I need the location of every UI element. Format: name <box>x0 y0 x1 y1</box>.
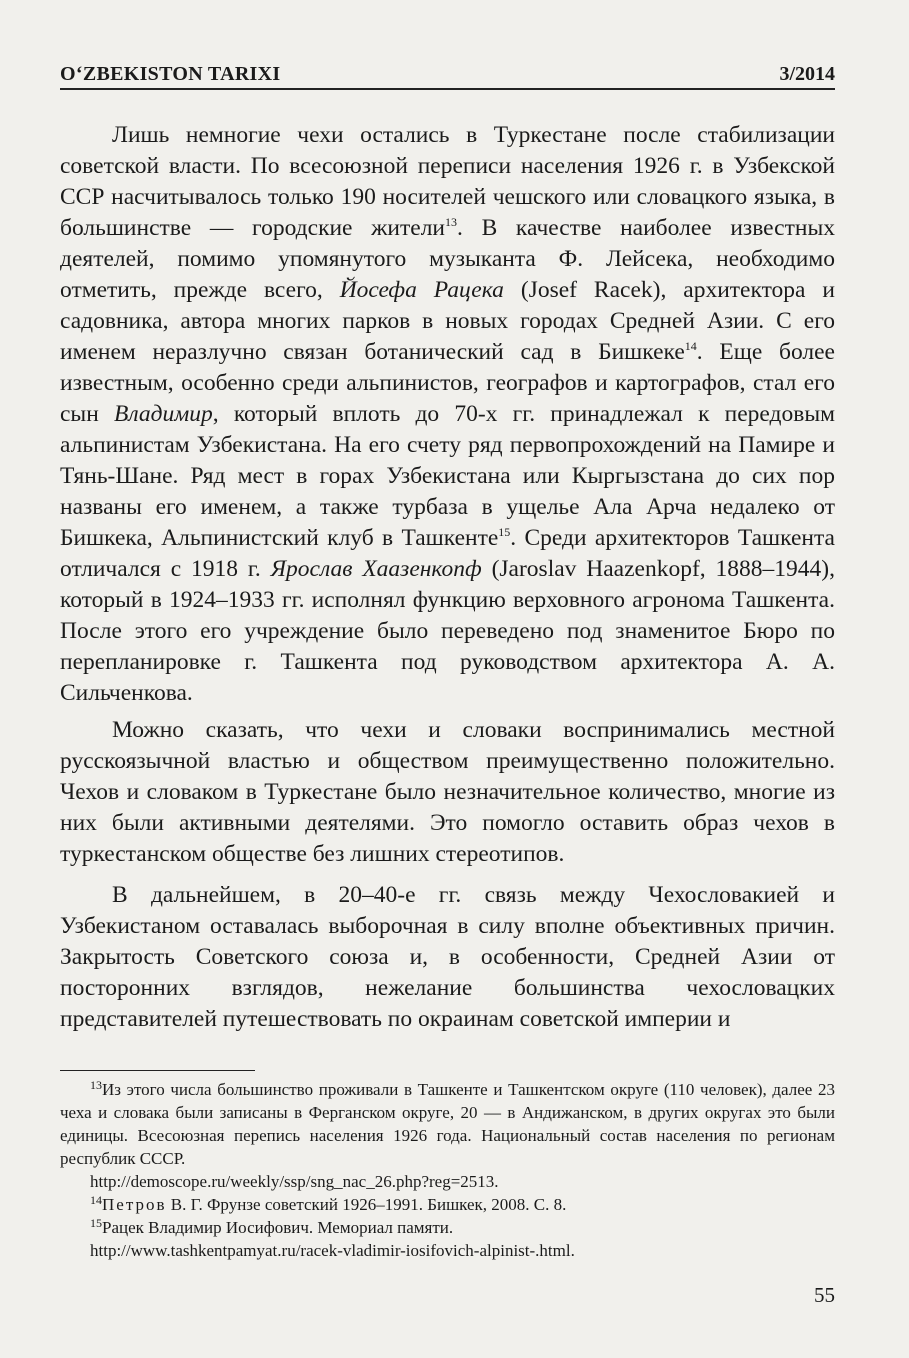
p1-text-2: . В качестве наиболее известных деятелей, помимо упомянутого музыканта Ф. Лейсека, необходимо отметить, прежде всего, <box>60 215 835 303</box>
footnote-separator <box>60 1070 255 1071</box>
footnote-15-number: 15 <box>90 1216 102 1230</box>
footnote-14-number: 14 <box>90 1193 102 1207</box>
footnote-13-number: 13 <box>90 1078 102 1092</box>
footnote-14 <box>60 1193 835 1216</box>
p1-text-7: (Jaroslav Haazenkopf, 1888–1944), который в 1924–1933 гг. исполнял функцию верховного агронома Ташкента. После этого его учреждение было переведено под знаменитое Бюро по перепланировке г. Ташкента под руководством архитектора А. А. Сильченкова. <box>60 556 835 706</box>
footnote-15-link[interactable]: http://www.tashkentpamyat.ru/racek-vladimir-iosifovich-alpinist-.html. <box>90 1241 575 1260</box>
footnote-13-link[interactable]: http://demoscope.ru/weekly/ssp/sng_nac_26.php?reg=2513. <box>90 1172 499 1191</box>
running-header <box>60 58 835 90</box>
footnote-14-text: В. Г. Фрунзе советский 1926–1991. Бишкек, 2008. С. 8. <box>166 1195 567 1214</box>
paragraph-2: Можно сказать, что чехи и словаки воспринимались местной русскоязычной властью и обществом преимущественно положительно. Чехов и словаком в Туркестане было незначительное количество, многие из них были активными деятелями. Это помогло оставить образ чехов в туркестанском обществе без лишних стереотипов. <box>60 717 835 867</box>
footnote-13 <box>60 1078 835 1193</box>
paragraph-3: В дальнейшем, в 20–40-е гг. связь между Чехословакией и Узбекистаном оставалась выборочная в силу вполне объективных причин. Закрытость Советского союза и, в особенности, Средней Азии от посторонних взглядов, нежелание большинства чехословацких представителей путешествовать по окраинам советской империи и <box>60 882 835 1032</box>
footnotes <box>60 1078 835 1262</box>
name-jaroslav-haazenkopf: Ярослав Хаазенкопф <box>270 556 482 582</box>
p1-text-1: Лишь немногие чехи остались в Туркестане после стабилизации советской власти. По всесоюзной переписи населения 1926 г. в Узбекской ССР насчитывалось только 190 носителей чешского или словацкого языка, в большинстве — городские жители <box>60 122 835 241</box>
footnote-15-text: Рацек Владимир Иосифович. Мемориал памяти. <box>102 1218 454 1237</box>
footnote-ref-15[interactable]: 15 <box>498 525 511 539</box>
article-body <box>60 120 835 1045</box>
footnote-14-author: Петров <box>102 1195 167 1214</box>
name-vladimir: Владимир <box>113 401 213 427</box>
p1-text-4: . Еще более известным, особенно среди альпинистов, географов и картографов, стал его сын <box>60 339 835 427</box>
paragraph-1 <box>60 120 835 709</box>
footnote-15 <box>60 1216 835 1262</box>
p1-text-3: (Josef Racek), архитектора и садовника, автора многих парков в новых городах Средней Азии. С его именем неразлучно связан ботанический сад в Бишкеке <box>60 277 835 365</box>
footnote-ref-14[interactable]: 14 <box>684 339 697 353</box>
name-josef-racek: Йосефа Рацека <box>339 277 504 303</box>
p1-text-6: . Среди архитекторов Ташкента отличался с 1918 г. <box>60 525 835 582</box>
p1-text-5: , который вплоть до 70-х гг. принадлежал к передовым альпинистам Узбекистана. На его счету ряд первопрохождений на Памире и Тянь-Шане. Ряд мест в горах Узбекистана или Кыргызстана до сих пор названы его именем, а также турбаза в ущелье Ала Арча недалеко от Бишкека, Альпинистский клуб в Ташкенте <box>60 401 836 551</box>
page-number: 55 <box>814 1283 835 1307</box>
journal-title: O‘ZBEKISTON TARIXI <box>60 63 281 85</box>
issue-number: 3/2014 <box>779 63 835 85</box>
footnote-ref-13[interactable]: 13 <box>445 215 457 229</box>
page <box>60 0 835 1358</box>
footnote-13-text: Из этого числа большинство проживали в Ташкенте и Ташкентском округе (110 человек), далее 23 чеха и словака были записаны в Ферганском округе, 20 — в Андижанском, в других округах это были единицы. Всесоюзная перепись населения 1926 года. Национальный состав населения по регионам республик СССР. <box>60 1080 835 1168</box>
